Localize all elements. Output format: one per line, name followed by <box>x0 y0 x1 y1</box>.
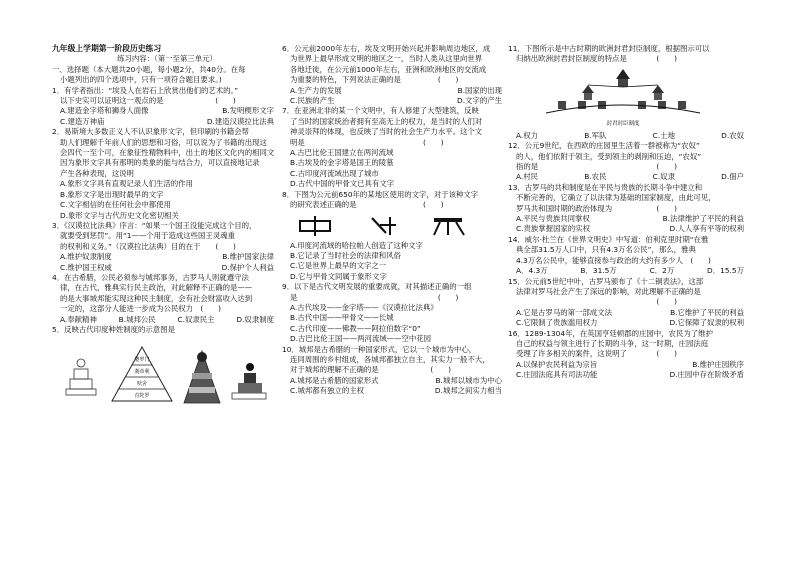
q6-options <box>282 96 502 106</box>
q4-line: 的是大事城邦能实现这种民主制度，会有社会财富收入达到 <box>60 293 253 303</box>
q3-option-c[interactable]: C.维护国王权威 <box>60 262 112 272</box>
q9-option-b[interactable]: B.古代中国——甲骨文——长城 <box>290 313 394 323</box>
q6-line: 6．公元前2000年左右，埃及文明开始兴起并影响周边地区，成 <box>282 44 491 53</box>
q14-line: 4.3万名公民中，能够直接参与政治的大约有多少人 ( ) <box>516 255 711 265</box>
q14-line: 典全部31.5万人口中，只有4.3万名公民”，那么，雅典 <box>516 245 696 255</box>
q7-line: 了当时的国家统治者拥有至高无上的权力，是当时的人们对 <box>290 116 483 126</box>
q8-option-b[interactable]: B.它记录了当时社会的法律和风俗 <box>290 250 401 260</box>
q13-option-c[interactable]: C.贵族掌握国家的实权 <box>516 224 591 234</box>
q4-option-d[interactable]: D.奴隶制度 <box>236 314 274 324</box>
q12-options <box>508 172 744 182</box>
q9-option-a[interactable]: A.古代埃及——金字塔——《汉谟拉比法典》 <box>290 302 438 312</box>
q2-line: 因为象形文字具有那明的类象的能与结合力，可以直接地记录 <box>60 158 260 168</box>
lord-row <box>582 85 664 100</box>
q3-option-d[interactable]: D.保护个人利益 <box>221 262 274 272</box>
figure-caption: 封君封臣制度 <box>606 120 640 127</box>
q4-option-a[interactable]: A.奉献精神 <box>60 314 97 324</box>
q9-option-d[interactable]: D.古巴比伦王国——两河流域——空中花园 <box>290 334 432 344</box>
caste-diagrams <box>52 337 274 411</box>
q10-options <box>282 386 502 396</box>
q1-option-c[interactable]: C.建造万神庙 <box>60 116 105 126</box>
q10-option-b[interactable]: B.城邦以城市为中心 <box>435 375 502 385</box>
q8-line: 的研究表述正确的是 ( ) <box>290 200 444 210</box>
q7-option-b[interactable]: B.古埃及的金字塔是国王的陵墓 <box>290 158 394 168</box>
column-left <box>52 44 274 413</box>
q16-line: 自己的权益与领主进行了长期的斗争，这一时期，庄园法庭 <box>516 338 709 348</box>
q12-line: 的人，他们依附于领主，受到领主的剥削和压迫，“农奴” <box>516 151 702 161</box>
scope-line: 练习内容：（第一至第三单元） <box>117 54 217 64</box>
section1-head: 一、选择题（本大题共20小题，每小题2分，共40分。在每 <box>52 64 246 74</box>
q1-option-d[interactable]: D.建造汉谟拉比法典 <box>206 116 274 126</box>
q8-option-c[interactable]: C.它是世界上最早的文字之一 <box>290 261 387 271</box>
q6-option-c[interactable]: C.民族的产生 <box>290 96 335 106</box>
q1-line: 以下史实可以证明这一观点的是 ( ) <box>60 96 236 106</box>
q13-line: 罗马共和国时期的政治体现为 ( ) <box>516 203 677 213</box>
q3-option-a[interactable]: A.维护奴隶制度 <box>60 252 112 262</box>
q12-option-a[interactable]: A.村民 <box>516 172 539 182</box>
q10-option-c[interactable]: C.城邦都有独立的主权 <box>290 386 365 396</box>
q11-line: 归纳出欧洲封君封臣制度的特点是 ( ) <box>516 54 677 64</box>
q1-options <box>52 106 274 116</box>
q6-option-d[interactable]: D.文字的产生 <box>457 96 502 106</box>
q12-line: 12．公元9世纪，在西欧的庄园里生活着一群被称为“农奴” <box>508 141 700 151</box>
cuneiform-glyphs <box>294 213 494 239</box>
q6-option-a[interactable]: A.生产力的发展 <box>290 85 342 95</box>
q6-option-b[interactable]: B.国家的出现 <box>457 85 502 95</box>
q10-line: 10．城邦是古希腊的一种国家形式，它以一个城市为中心， <box>282 344 477 354</box>
q15-line: 法律对罗马社会产生了深远的影响，对此理解不正确的是 <box>516 286 701 296</box>
q12-line: 指的是 ( ) <box>516 162 677 172</box>
q2-line: 会四代一至个可，在象征性精物料中，出土的地区文化内的相同文 <box>60 148 274 158</box>
q11-line: 11．下图所示是中古时期的欧洲封君封臣制度，根据图示可以 <box>508 44 710 53</box>
q11-figure <box>508 67 744 129</box>
q2-option-a[interactable]: A.象形文字具有直观记录人们生活的作用 <box>60 179 193 189</box>
q15-option-a[interactable]: A.它是古罗马的第一部成文法 <box>516 307 612 317</box>
q5-figures <box>52 337 274 411</box>
q5-figure-a[interactable] <box>66 359 96 395</box>
page-title: 九年级上学期第一阶段历史练习 <box>52 44 162 53</box>
q6-options <box>282 86 502 96</box>
q13-option-d[interactable]: D.人人享有平等的权利 <box>669 224 744 234</box>
q4-options <box>52 315 274 325</box>
q13-options <box>508 224 744 234</box>
q8-option-d[interactable]: D.它与甲骨文同属于象形文字 <box>290 271 387 281</box>
q16-option-d[interactable]: D.庄园中存在阶级矛盾 <box>669 370 744 380</box>
glyph-1 <box>300 216 330 236</box>
caste-label: 刹帝利 <box>134 369 150 376</box>
q13-option-a[interactable]: A.平民与贵族共同掌权 <box>516 214 590 224</box>
q5-figure-b[interactable] <box>112 347 172 401</box>
q1-line: 1．有学者指出：“埃及人在岩石上欣赏出他们的艺术的。” <box>52 85 239 95</box>
q5-figure-d[interactable] <box>232 363 266 399</box>
king-icon <box>616 69 630 87</box>
q5-line: 5．反映古代印度种姓制度的示意图是 <box>52 324 175 334</box>
column-right <box>508 44 744 381</box>
caste-label: 吠舍 <box>136 381 148 388</box>
q7-option-d[interactable]: D.古代中国的甲骨文已具有文字 <box>290 179 395 189</box>
q10-line: 对于城邦的理解不正确的是 ( ) <box>290 365 451 375</box>
q14-option-b[interactable]: B．31.5万 <box>580 266 617 276</box>
feudal-hierarchy-diagram <box>538 67 708 129</box>
q14-option-a[interactable]: A．4.3万 <box>516 266 548 276</box>
q9-line: 9．以下是古代文明发展的重要成就，对其描述正确的一组 <box>282 282 472 292</box>
q16-line: 16．1289-1304年，在英国亨廷顿郡的庄园中，农民为了维护 <box>508 328 713 338</box>
q8-line: 8．下图为公元前650年的某地区使用的文字，对于该种文字 <box>282 189 479 199</box>
q16-options <box>508 360 744 370</box>
q3-line: 3．《汉谟拉比法典》序言：“如果一个国王没能完成这个目的， <box>52 220 257 230</box>
q16-line: 受理了许多相关的案件，这说明了 ( ) <box>516 349 677 359</box>
q13-line: 不断完善的，它确立了以法律为基础的国家制度，由此可见， <box>516 193 716 203</box>
q2-option-c[interactable]: C.文字相信的在任何社会中都使用 <box>60 200 171 210</box>
q3-line: 的权利和义务。”（汉谟拉比法典）目的在于 ( ) <box>60 241 236 251</box>
q15-options <box>508 308 744 318</box>
q3-options <box>52 252 274 262</box>
q12-option-d[interactable]: D.佃户 <box>721 172 744 182</box>
q13-line: 13．古罗马的共和制度是在平民与贵族的长期斗争中建立和 <box>508 182 703 192</box>
q11-option-c[interactable]: C.土地 <box>652 130 675 140</box>
q14-line: 14．威尔·杜兰在《世界文明史》中写道：伯利克里时期“在雅 <box>508 234 709 244</box>
q1-options <box>52 117 274 127</box>
q1-option-a[interactable]: A.建造金字塔和狮身人面像 <box>60 106 149 116</box>
caste-label: 首陀罗 <box>134 393 150 400</box>
q14-options <box>508 266 744 276</box>
q12-option-b[interactable]: B.农民 <box>584 172 607 182</box>
q16-option-c[interactable]: C.庄园法庭具有司法功能 <box>516 370 598 380</box>
q2-option-b[interactable]: B.象形文字是出现时最早的文字 <box>60 189 164 199</box>
q10-option-a[interactable]: A.城邦是古希腊的国家形式 <box>290 375 379 385</box>
q7-option-a[interactable]: A.古巴比伦王国建立在两河流域 <box>290 148 394 158</box>
q2-line: 助人们理解千年前人们的思想和习俗，可以说为了书籍的出现这 <box>60 137 267 147</box>
q16-options <box>508 370 744 380</box>
q11-option-b[interactable]: B.军队 <box>584 130 607 140</box>
q6-line: 各地迁徙，在公元前1000年左右，亚洲和欧洲地区的交流成 <box>290 64 487 74</box>
q2-option-d[interactable]: D.象形文字与古代历史文化密切相关 <box>60 210 179 220</box>
q15-line: 15．公元前5世纪中叶，古罗马颁布了《十二铜表法》，这部 <box>508 276 704 286</box>
q1-option-b[interactable]: B.发明楔形文字 <box>222 106 274 116</box>
q13-options <box>508 214 744 224</box>
q16-option-a[interactable]: A.以保护农民利益为宗旨 <box>516 359 598 369</box>
q13-option-b[interactable]: B.法律维护了平民的利益 <box>662 214 744 224</box>
q7-line: 神灵崇拜的体现，也反映了当时的社会生产力水平。这个文 <box>290 127 483 137</box>
q9-option-c[interactable]: C.古代印度——佛教——阿拉伯数字“0” <box>290 323 421 333</box>
q3-option-b[interactable]: B.维护国家法律 <box>222 252 274 262</box>
q15-option-c[interactable]: C.它限制了贵族滥用权力 <box>516 318 598 328</box>
q15-option-d[interactable]: D.它保障了奴隶的权利 <box>669 318 744 328</box>
q11-option-a[interactable]: A.权力 <box>516 130 539 140</box>
q11-option-d[interactable]: D.农奴 <box>721 130 744 140</box>
q7-line: 7．在亚洲北非的某一个文明中，有人修建了大型建筑，反映 <box>282 106 479 116</box>
q5-figure-c[interactable] <box>184 351 220 403</box>
column-middle <box>282 44 502 397</box>
q6-line: 为重要的特色，下列说法正确的是 ( ) <box>290 75 459 85</box>
q8-option-a[interactable]: A.印度河流域的哈拉帕人创造了这种文字 <box>290 240 423 250</box>
q15-options <box>508 318 744 328</box>
q7-line: 明是 ( ) <box>290 137 444 147</box>
q4-option-c[interactable]: C.奴隶民主 <box>177 314 215 324</box>
q4-line: 4．在古希腊，公民必须参与城邦事务，古罗马人则就遵守法 <box>52 272 249 282</box>
q15-line: ( ) <box>516 297 677 307</box>
q2-line: 2．易斯境大多数正义人不认识象形文字，但印刷的书籍会帮 <box>52 127 249 137</box>
q10-options <box>282 376 502 386</box>
q7-option-c[interactable]: C.古印度河流域出现了城市 <box>290 168 379 178</box>
q15-option-b[interactable]: B.它维护了平民的利益 <box>670 307 744 317</box>
q3-line: 就要受到惩罚”。用“1——个用于造成这些国王灵魂重 <box>60 231 235 241</box>
q14-option-d[interactable]: D．15.5万 <box>707 266 744 276</box>
q3-options <box>52 263 274 273</box>
q2-line: 产生各种表现，这说明 <box>60 168 134 178</box>
q6-line: 为世界上最早形成文明的地区之一，当时人类从这里向世界 <box>290 54 483 64</box>
q10-line: 连同周围的乡村组成，各城邦都独立自主，其实力一般不大， <box>290 354 490 364</box>
q16-option-b[interactable]: B.维护庄园秩序 <box>692 359 744 369</box>
q4-line: 一定的，这部分人能进一步成为公民权力 ( ) <box>60 304 221 314</box>
section1-line: 小题列出的四个选项中，只有一项符合题目要求。) <box>60 75 222 85</box>
q14-option-c[interactable]: C．2万 <box>649 266 675 276</box>
q10-option-d[interactable]: D.城邦之间实力相当 <box>434 386 502 396</box>
caste-label: 婆罗门 <box>134 357 150 364</box>
q8-glyph-figure <box>282 213 502 239</box>
glyph-3 <box>434 218 464 235</box>
q4-option-b[interactable]: B.城邦公民 <box>118 314 156 324</box>
q9-line: 是 ( ) <box>290 292 459 302</box>
q11-options <box>508 131 744 141</box>
glyph-2 <box>372 217 396 235</box>
q12-option-c[interactable]: C.奴隶 <box>652 172 675 182</box>
q4-line: 律，在古代，雅典实行民主政治，对此解释不正确的是—— <box>60 283 253 293</box>
